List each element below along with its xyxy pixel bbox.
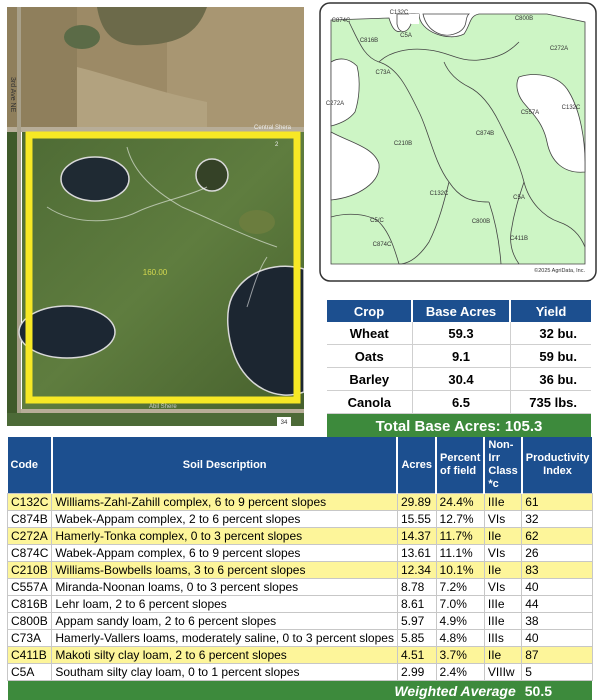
soil-code: C210B (8, 562, 52, 579)
header-percent: Percent of field (436, 437, 484, 494)
soil-label: C5A (513, 195, 525, 201)
crop-table-header (327, 300, 591, 322)
soil-label: C5A (400, 33, 412, 39)
soil-description: Southam silty clay loam, 0 to 1 percent slopes (52, 664, 398, 681)
soil-class: VIs (484, 511, 521, 528)
soil-code: C816B (8, 596, 52, 613)
crop-name: Canola (327, 391, 412, 414)
soil-label: C5/C (370, 218, 384, 224)
soil-productivity: 87 (522, 647, 593, 664)
soil-label: C816B (360, 38, 378, 44)
soil-percent: 3.7% (436, 647, 484, 664)
header-acres: Acres (397, 437, 436, 494)
soil-productivity: 83 (522, 562, 593, 579)
soil-acres: 2.99 (397, 664, 436, 681)
soil-percent: 7.2% (436, 579, 484, 596)
soil-class: IIIs (484, 630, 521, 647)
soil-productivity: 38 (522, 613, 593, 630)
soil-table (7, 437, 593, 700)
crop-table (327, 300, 591, 438)
soil-description: Hamerly-Tonka complex, 0 to 3 percent slopes (52, 528, 398, 545)
total-label: Total Base Acres: (376, 418, 501, 435)
crop-acres: 6.5 (412, 391, 510, 414)
road-3rd-ave (17, 7, 21, 426)
soil-acres: 13.61 (397, 545, 436, 562)
soil-code: C132C (8, 494, 52, 511)
soil-row (8, 494, 593, 511)
pond-sw (19, 306, 115, 358)
copyright: ©2025 AgriData, Inc. (534, 267, 585, 274)
crop-name: Barley (327, 368, 412, 391)
soil-description: Williams-Bowbells loams, 3 to 6 percent slopes (52, 562, 398, 579)
total-value: 105.3 (505, 418, 543, 435)
weighted-average-row (8, 681, 593, 700)
total-base-acres (327, 414, 591, 439)
soil-productivity: 62 (522, 528, 593, 545)
crop-acres: 9.1 (412, 345, 510, 368)
header-productivity: Productivity Index (522, 437, 593, 494)
crop-row (327, 322, 591, 345)
soil-label: C272A (326, 101, 344, 107)
soil-description: Williams-Zahl-Zahill complex, 6 to 9 percent slopes (52, 494, 398, 511)
soil-label: C800B (515, 16, 533, 22)
header-base-acres: Base Acres (412, 300, 510, 322)
soil-percent: 24.4% (436, 494, 484, 511)
soil-productivity: 44 (522, 596, 593, 613)
header-crop: Crop (327, 300, 412, 322)
pond-center (196, 159, 228, 191)
crop-acres: 59.3 (412, 322, 510, 345)
soil-productivity: 40 (522, 630, 593, 647)
soil-description: Lehr loam, 2 to 6 percent slopes (52, 596, 398, 613)
soil-acres: 12.34 (397, 562, 436, 579)
soil-acres: 8.78 (397, 579, 436, 596)
soil-percent: 4.8% (436, 630, 484, 647)
soil-code: C874B (8, 511, 52, 528)
road-number: 34 (281, 420, 288, 426)
pond-nw (61, 157, 129, 201)
soil-description: Makoti silty clay loam, 2 to 6 percent slopes (52, 647, 398, 664)
soil-row (8, 528, 593, 545)
weighted-average-label: Weighted Average (8, 681, 522, 700)
aerial-photo (7, 7, 304, 426)
soil-row (8, 613, 593, 630)
soil-productivity: 40 (522, 579, 593, 596)
soil-label: C210B (394, 141, 412, 147)
soil-percent: 11.7% (436, 528, 484, 545)
soil-row (8, 647, 593, 664)
crop-name: Wheat (327, 322, 412, 345)
header-class: Non-Irr Class *c (484, 437, 521, 494)
crop-acres: 30.4 (412, 368, 510, 391)
header-yield: Yield (510, 300, 591, 322)
soil-percent: 11.1% (436, 545, 484, 562)
soil-acres: 29.89 (397, 494, 436, 511)
soil-row (8, 545, 593, 562)
crop-yield: 32 bu. (510, 322, 591, 345)
crop-row (327, 391, 591, 414)
soil-row (8, 664, 593, 681)
soil-table-header (8, 437, 593, 494)
soil-class: IIe (484, 647, 521, 664)
soil-acres: 5.85 (397, 630, 436, 647)
soil-code: C73A (8, 630, 52, 647)
soil-productivity: 32 (522, 511, 593, 528)
soil-code: C557A (8, 579, 52, 596)
soil-label: C272A (550, 46, 568, 52)
soil-label: C874C (373, 242, 392, 248)
soil-class: VIIIw (484, 664, 521, 681)
soil-description: Appam sandy loam, 2 to 6 percent slopes (52, 613, 398, 630)
soil-percent: 4.9% (436, 613, 484, 630)
soil-class: IIIe (484, 613, 521, 630)
soil-label: C557A (521, 110, 539, 116)
soil-row (8, 562, 593, 579)
soil-percent: 12.7% (436, 511, 484, 528)
soil-acres: 14.37 (397, 528, 436, 545)
acres-label: 160.00 (143, 268, 168, 277)
soil-row (8, 511, 593, 528)
soil-description: Hamerly-Vallers loams, moderately saline, 0 to 3 percent slopes (52, 630, 398, 647)
crop-yield: 59 bu. (510, 345, 591, 368)
crop-row (327, 345, 591, 368)
soil-productivity: 26 (522, 545, 593, 562)
header-soil-description: Soil Description (52, 437, 398, 494)
soil-label: C73A (375, 70, 390, 76)
soil-percent: 10.1% (436, 562, 484, 579)
soil-row (8, 579, 593, 596)
road-label-top: Central Shera (254, 125, 292, 131)
road-label-right: 2 (275, 142, 279, 148)
soil-map (319, 2, 597, 282)
crop-name: Oats (327, 345, 412, 368)
soil-class: IIe (484, 528, 521, 545)
soil-label: C874C (332, 18, 351, 24)
road-label-bottom: Abil Shere (149, 404, 177, 410)
soil-class: IIe (484, 562, 521, 579)
crop-row (327, 368, 591, 391)
total-base-acres-row (327, 414, 591, 439)
soil-description: Wabek-Appam complex, 2 to 6 percent slopes (52, 511, 398, 528)
soil-description: Wabek-Appam complex, 6 to 9 percent slopes (52, 545, 398, 562)
soil-label: C132C (390, 10, 409, 16)
soil-code: C874C (8, 545, 52, 562)
soil-code: C800B (8, 613, 52, 630)
soil-acres: 15.55 (397, 511, 436, 528)
weighted-average-value: 50.5 (522, 681, 593, 700)
soil-code: C5A (8, 664, 52, 681)
header-code: Code (8, 437, 52, 494)
soil-label: C132C (562, 105, 581, 111)
soil-acres: 5.97 (397, 613, 436, 630)
crop-yield: 36 bu. (510, 368, 591, 391)
soil-productivity: 61 (522, 494, 593, 511)
road-label-vertical: 3rd Ave NE (9, 77, 16, 113)
soil-class: VIs (484, 545, 521, 562)
soil-acres: 4.51 (397, 647, 436, 664)
soil-label: C800B (472, 219, 490, 225)
soil-percent: 2.4% (436, 664, 484, 681)
soil-productivity: 5 (522, 664, 593, 681)
soil-class: IIIe (484, 494, 521, 511)
soil-map-polygons (331, 14, 585, 264)
soil-label: C411B (510, 236, 528, 242)
soil-description: Miranda-Noonan loams, 0 to 3 percent slopes (52, 579, 398, 596)
crop-yield: 735 lbs. (510, 391, 591, 414)
soil-class: IIIe (484, 596, 521, 613)
soil-label: C132C (430, 191, 449, 197)
soil-label: C874B (476, 131, 494, 137)
soil-acres: 8.61 (397, 596, 436, 613)
soil-class: VIs (484, 579, 521, 596)
soil-percent: 7.0% (436, 596, 484, 613)
soil-row (8, 630, 593, 647)
soil-code: C272A (8, 528, 52, 545)
soil-row (8, 596, 593, 613)
soil-code: C411B (8, 647, 52, 664)
